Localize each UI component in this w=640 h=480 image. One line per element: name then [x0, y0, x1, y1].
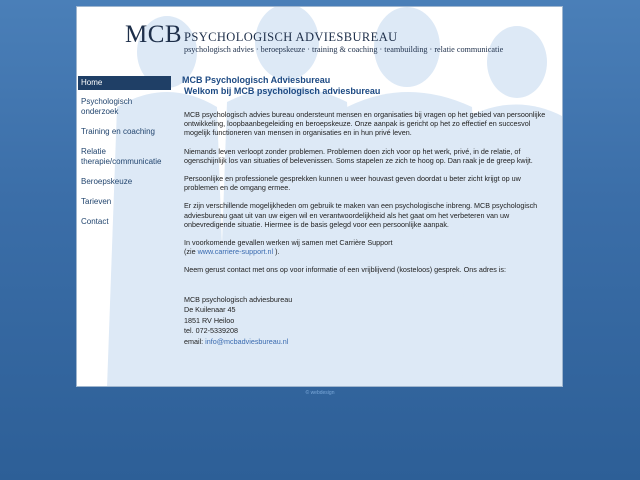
nav-item-training-en-coaching[interactable]: Training en coaching [81, 127, 155, 136]
site-subtitle: psychologisch advies · beroepskeuze · training & coaching · teambuilding · relatie communicatie [184, 45, 504, 54]
nav-item-psychologisch-onderzoek[interactable]: Psychologisch onderzoek [81, 97, 133, 116]
logo[interactable]: MCB [125, 21, 183, 48]
carriere-prefix: (zie [184, 247, 198, 257]
address-phone: tel. 072-5339208 [184, 326, 238, 336]
email-label: email: [184, 336, 206, 346]
nav-item-contact[interactable]: Contact [81, 217, 109, 226]
address-email-row [184, 337, 552, 348]
address-city: 1851 RV Heiloo [184, 315, 235, 325]
paragraph-carriere [184, 238, 552, 256]
address-name: MCB psychologisch adviesbureau [184, 294, 293, 304]
page-subtitle: Welkom bij MCB psychologisch adviesbureau [184, 86, 381, 96]
address-block [184, 295, 552, 348]
footer-credit[interactable]: © webdesign [305, 390, 335, 396]
page-container [76, 6, 563, 387]
nav-item-beroepskeuze[interactable]: Beroepskeuze [81, 177, 133, 186]
site-title: PSYCHOLOGISCH ADVIESBUREAU [184, 30, 398, 44]
nav-item-tarieven[interactable]: Tarieven [81, 197, 112, 206]
carriere-text: In voorkomende gevallen werken wij samen met Carrière Support [184, 238, 393, 248]
paragraph-contact: Neem gerust contact met ons op voor informatie of een vrijblijvend (kosteloos) gesprek. Ons adres is: [184, 265, 506, 275]
paragraph-options: Er zijn verschillende mogelijkheden om gebruik te maken van een psychologische inbreng. MCB psychologisch adviesbureau gaat uit van uw eigen wil en verantwoordelijkheid als het gaat om het verbeteren van uw onbevredigende situatie. Hiermee is de basis gelegd voor een persoonlijke aanpak. [184, 201, 538, 229]
carriere-support-link[interactable]: www.carriere-support.nl [197, 247, 274, 257]
sidebar-nav [78, 76, 171, 235]
page-title: MCB Psychologisch Adviesbureau [182, 75, 331, 85]
email-link[interactable]: info@mcbadviesbureau.nl [205, 336, 289, 346]
main-content [182, 75, 552, 347]
nav-item-home[interactable]: Home [78, 76, 171, 90]
carriere-suffix: ). [273, 247, 280, 257]
site-header [77, 7, 563, 77]
paragraph-problems: Niemands leven verloopt zonder problemen. Problemen doen zich voor op het werk, privé, in de relatie, of ogenschijnlijk los van situaties of belevenissen. Soms stapelen ze zich te hoog op. Dan raak je de greep kwijt. [184, 146, 533, 165]
paragraph-conversations: Persoonlijke en professionele gesprekken kunnen u weer houvast geven doordat u beter zicht krijgt op uw problemen en de omgang ermee. [184, 174, 521, 193]
nav-item-relatie-therapie[interactable]: Relatie therapie/communicatie [81, 147, 162, 166]
paragraph-intro: MCB psychologisch advies bureau ondersteunt mensen en organisaties bij vragen op het gebied van persoonlijke ontwikkeling, loopbaanbegeleiding en beroepskeuze. Onze aanpak is gericht op het zo effectief en succesvol mogelijk functioneren van mensen in organisaties en in hun privé leven. [184, 110, 546, 138]
address-street: De Kuilenaar 45 [184, 305, 236, 315]
